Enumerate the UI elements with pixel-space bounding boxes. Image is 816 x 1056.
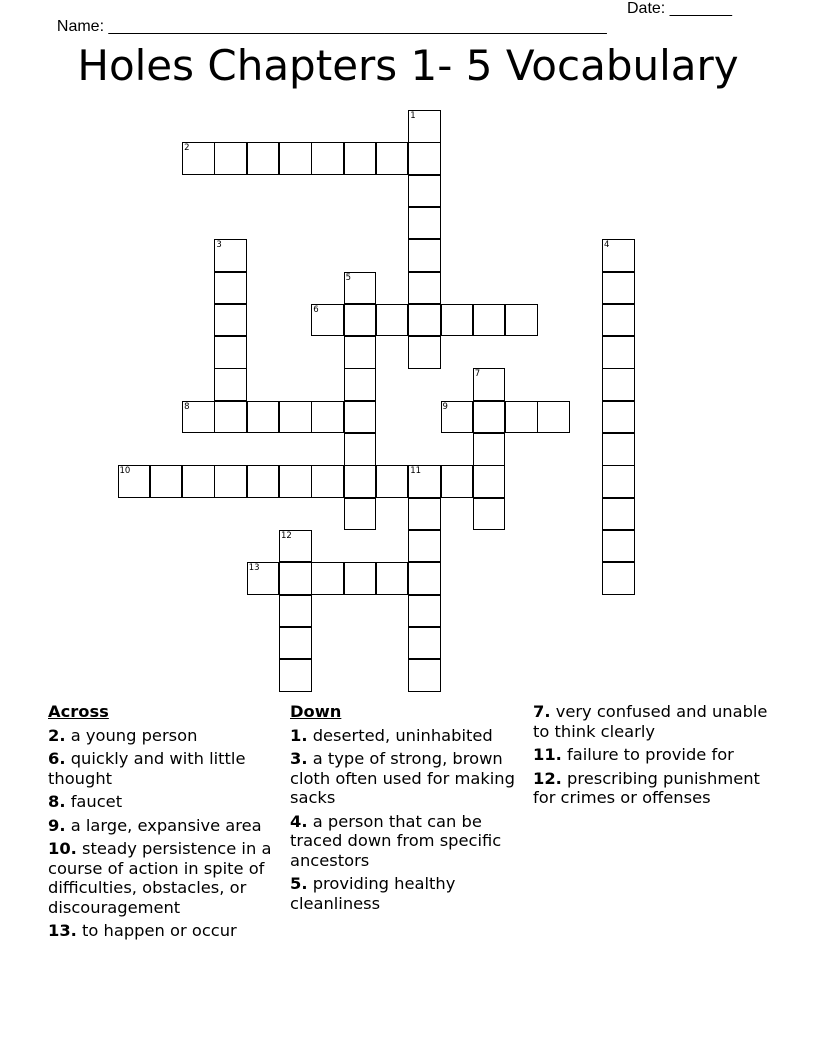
down-heading: Down [290,702,342,721]
clue-item [533,745,768,765]
cell-number: 4 [604,240,610,251]
across-heading: Across [48,702,109,721]
grid-cell[interactable] [214,465,247,498]
across-clues [48,702,284,945]
grid-cell[interactable] [441,304,474,337]
grid-cell[interactable] [311,304,344,337]
grid-cell[interactable] [214,272,247,305]
grid-cell[interactable] [344,465,377,498]
grid-cell[interactable] [376,304,409,337]
grid-cell[interactable] [344,142,377,175]
grid-cell[interactable] [537,401,570,434]
grid-cell[interactable] [602,272,635,305]
grid-cell[interactable] [408,175,441,208]
clue-item [48,726,284,746]
grid-cell[interactable] [408,207,441,240]
grid-cell[interactable] [602,562,635,595]
grid-cell[interactable] [344,272,377,305]
clue-item [48,749,284,788]
grid-cell[interactable] [408,595,441,628]
grid-cell[interactable] [344,562,377,595]
grid-cell[interactable] [279,465,312,498]
grid-cell[interactable] [473,498,506,531]
clue-text: a type of strong, brown cloth often used for making sacks [290,749,515,807]
grid-cell[interactable] [279,142,312,175]
grid-cell[interactable] [247,142,280,175]
grid-cell[interactable] [473,433,506,466]
grid-cell[interactable] [408,304,441,337]
grid-cell[interactable] [602,465,635,498]
grid-cell[interactable] [408,498,441,531]
grid-cell[interactable] [214,304,247,337]
grid-cell[interactable] [214,401,247,434]
grid-cell[interactable] [408,627,441,660]
grid-cell[interactable] [602,304,635,337]
cell-number: 8 [184,401,190,412]
grid-cell[interactable] [408,239,441,272]
clue-number: 13. [48,921,77,940]
grid-cell[interactable] [408,659,441,692]
grid-cell[interactable] [214,239,247,272]
grid-cell[interactable] [344,433,377,466]
clue-number: 1. [290,725,308,745]
grid-cell[interactable] [279,659,312,692]
grid-cell[interactable] [473,465,506,498]
grid-cell[interactable] [473,401,506,434]
clue-item [48,921,284,941]
grid-cell[interactable] [408,110,441,143]
clue-number: 8. [48,792,66,811]
clue-number: 3. [290,749,308,768]
grid-cell[interactable] [247,401,280,434]
grid-cell[interactable] [118,465,151,498]
clue-text: a person that can be traced down from specific ancestors [290,811,502,870]
clue-item [48,792,284,812]
clue-item [48,839,284,917]
clue-text: providing healthy cleanliness [290,874,456,913]
grid-cell[interactable] [473,304,506,337]
cell-number: 11 [410,466,422,477]
grid-cell[interactable] [376,142,409,175]
grid-cell[interactable] [279,530,312,563]
grid-cell[interactable] [602,401,635,434]
clue-number: 5. [290,874,308,893]
clue-item [290,749,530,808]
grid-cell[interactable] [344,401,377,434]
grid-cell[interactable] [473,368,506,401]
cell-number: 7 [474,369,481,380]
clue-item [290,874,530,913]
grid-cell[interactable] [279,627,312,660]
grid-cell[interactable] [408,530,441,563]
grid-cell[interactable] [505,401,538,434]
grid-cell[interactable] [344,498,377,531]
cell-number: 6 [313,304,319,315]
grid-cell[interactable] [311,562,344,595]
grid-cell[interactable] [602,498,635,531]
clue-text: steady persistence in a course of action in spite of difficulties, obstacles, or discouragement [48,839,272,917]
clue-number: 10. [48,839,77,858]
clue-number: 6. [48,749,66,768]
clue-item [533,769,768,808]
clue-number: 7. [533,702,551,721]
grid-cell[interactable] [150,465,183,498]
grid-cell[interactable] [344,336,377,369]
down-clues-column-2 [533,702,768,812]
grid-cell[interactable] [311,142,344,175]
grid-cell[interactable] [247,562,280,595]
grid-cell[interactable] [344,368,377,401]
puzzle-title: Holes Chapters 1- 5 Vocabulary [77,41,739,90]
cell-number: 12 [281,530,292,541]
grid-cell[interactable] [214,336,247,369]
clue-text: faucet [70,792,123,811]
cell-number: 5 [345,272,352,283]
clue-number: 2. [48,725,66,745]
grid-cell[interactable] [602,433,635,466]
cell-number: 13 [248,563,260,574]
clue-text: very confused and unable to think clearly [533,702,768,741]
clue-item [533,702,768,741]
grid-cell[interactable] [408,336,441,369]
grid-cell[interactable] [182,465,215,498]
clue-number: 11. [533,745,562,764]
grid-cell[interactable] [247,465,280,498]
grid-cell[interactable] [376,465,409,498]
grid-cell[interactable] [182,142,215,175]
grid-cell[interactable] [311,401,344,434]
grid-cell[interactable] [408,562,441,595]
grid-cell[interactable] [214,368,247,401]
grid-cell[interactable] [602,239,635,272]
down-clues-column-1 [290,702,530,917]
clue-number: 4. [290,811,308,831]
clue-text: a young person [70,725,198,745]
name-date-line [48,0,768,35]
grid-cell[interactable] [376,562,409,595]
cell-number: 9 [442,401,448,412]
clue-text: deserted, uninhabited [312,725,493,745]
cell-number: 1 [410,111,416,121]
clue-item [290,726,530,746]
grid-cell[interactable] [602,368,635,401]
clue-number: 12. [533,768,562,788]
clue-text: a large, expansive area [70,815,262,835]
clue-text: failure to provide for [567,745,734,764]
grid-cell[interactable] [441,401,474,434]
grid-cell[interactable] [311,465,344,498]
name-field[interactable]: Name: ________________________________________________________ [56,18,607,35]
grid-cell[interactable] [602,336,635,369]
grid-cell[interactable] [279,595,312,628]
grid-cell[interactable] [344,304,377,337]
cell-number: 2 [184,143,190,154]
cell-number: 10 [119,466,131,477]
grid-cell[interactable] [279,401,312,434]
date-field[interactable]: Date: _______ [627,0,732,17]
clue-item [290,812,530,871]
grid-cell[interactable] [408,272,441,305]
grid-cell[interactable] [441,465,474,498]
grid-cell[interactable] [279,562,312,595]
grid-cell[interactable] [182,401,215,434]
clue-item [48,816,284,836]
grid-cell[interactable] [408,465,441,498]
grid-cell[interactable] [602,530,635,563]
grid-cell[interactable] [408,142,441,175]
grid-cell[interactable] [214,142,247,175]
clue-text: to happen or occur [82,921,237,940]
clue-text: quickly and with little thought [48,749,246,788]
clue-text: prescribing punishment for crimes or offenses [533,768,760,807]
clue-number: 9. [48,815,66,835]
grid-cell[interactable] [505,304,538,337]
cell-number: 3 [216,240,222,251]
